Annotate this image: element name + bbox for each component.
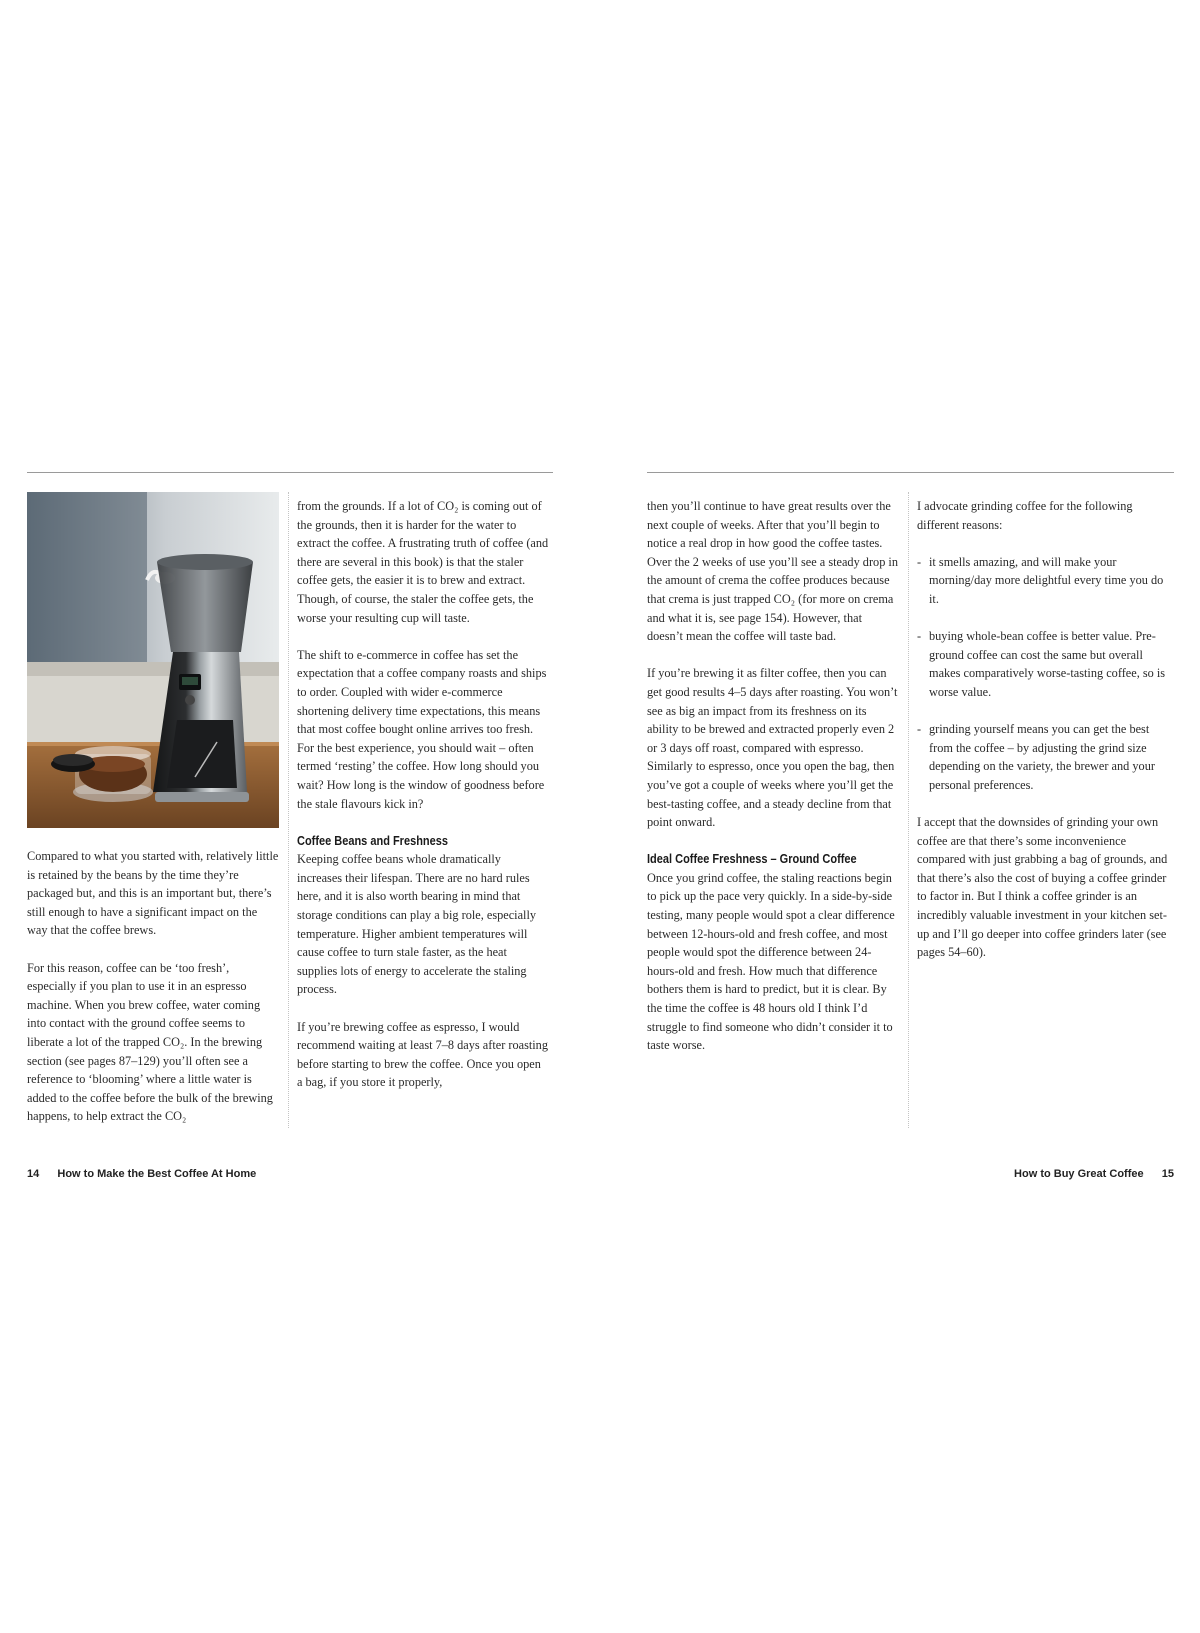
page-number: 15: [1161, 1168, 1174, 1180]
bullet-text: buying whole-bean coffee is better value. Pre-ground coffee can cost the same but overall makes comparatively worse-tasting coffee, so is worse value.: [929, 629, 1166, 699]
paragraph: If you’re brewing it as filter coffee, then you can get good results 4–5 days after roasting. You won’t see as big an impact from its freshness on its ability to be brewed and extracted properly even 2 or 3 days off roast, compared with espresso. Similarly to espresso, once you open the bag, then you’ve got a couple of weeks where you’ll get the best-tasting coffee, and a steady decline from that point onward.: [647, 666, 898, 830]
paragraph: For this reason, coffee can be ‘too fresh’, especially if you plan to use it in an espresso machine. When you brew coffee, water coming into contact with the ground coffee seems to liberate a lot of the trapped CO₂. In the brewing section (see pages 87–129) you’ll often see a reference to ‘blooming’ where a little water is added to the coffee before the bulk of the brewing happens, to help extract the CO₂: [27, 960, 273, 1124]
column-divider: [908, 492, 909, 1128]
bullet-dash: -: [917, 554, 922, 569]
bullet-text: it smells amazing, and will make your morning/day more delightful every time you do it.: [929, 554, 1164, 606]
book-title: How to Make the Best Coffee At Home: [57, 1168, 257, 1180]
paragraph: then you’ll continue to have great results over the next couple of weeks. After that you’ll begin to notice a real drop in how good the coffee tastes. Over the 2 weeks of use you’ll see a steady drop in the amount of crema the coffee produces because that crema is just trapped CO₂ (for more on crema and what it is, see page 154). However, that doesn’t mean the coffee will taste bad.: [647, 499, 898, 644]
paragraph: from the grounds. If a lot of CO₂ is coming out of the grounds, then it is harder for the water to extract the coffee. A frustrating truth of coffee (and there are several in this book) is that the staler coffee gets, the easier it is to brew and extract. Though, of course, the staler the coffee gets, the worse your resulting cup will taste.: [297, 499, 549, 625]
column-2: [297, 497, 549, 1092]
bullet-item: [917, 553, 1172, 609]
right-page-footer: [1014, 1168, 1174, 1180]
column-1: [27, 847, 279, 1126]
paragraph: I advocate grinding coffee for the following different reasons:: [917, 499, 1133, 532]
paragraph: Keeping coffee beans whole dramatically increases their lifespan. There are no hard rules here, and it is also worth bearing in mind that storage conditions can play a big role, especially temperature. Higher ambient temperatures will cause coffee to turn stale faster, as the heat supplies lots of energy to accelerate the staling process.: [297, 852, 537, 997]
section-heading: Ideal Coffee Freshness – Ground Coffee: [647, 852, 857, 867]
bullet-text: grinding yourself means you can get the best from the coffee – by adjusting the grind size depending on the variety, the brewer and your personal preferences.: [929, 722, 1155, 792]
coffee-grinder-photo: [27, 492, 279, 828]
paragraph: I accept that the downsides of grinding your own coffee are that there’s some inconvenience compared with just grabbing a bag of grounds, and that there’s also the cost of buying a coffee grinder to factor in. But I think a coffee grinder is an incredibly valuable investment in your kitchen set-up and I’ll go deeper into coffee grinders later (see pages 54–60).: [917, 815, 1168, 960]
bullet-item: [917, 720, 1172, 794]
bullet-item: [917, 627, 1172, 701]
chapter-title: How to Buy Great Coffee: [1014, 1168, 1144, 1180]
paragraph: Compared to what you started with, relatively little is retained by the beans by the time they’re packaged but, and this is an important but, there’s still enough to have a significant impact on the way that the coffee brews.: [27, 849, 279, 938]
bullet-dash: -: [917, 629, 922, 644]
bullet-dash: -: [917, 722, 922, 737]
page-number: 14: [27, 1168, 40, 1180]
paragraph: If you’re brewing coffee as espresso, I would recommend waiting at least 7–8 days after roasting before starting to brew the coffee. Once you open a bag, if you store it properly,: [297, 1019, 548, 1090]
right-page-top-rule: [647, 472, 1174, 473]
column-3: [647, 497, 899, 1055]
paragraph: Once you grind coffee, the staling reactions begin to pick up the pace very quickly. In a side-by-side testing, many people would spot a clear difference between 12-hours-old and fresh coffee, and most people would spot the difference between 24-hours-old and fresh. How much that difference bothers them is hard to predict, but it is clear. By the time the coffee is 48 hours old I think I’d struggle to find someone who didn’t consider it to taste worse.: [647, 870, 895, 1053]
column-divider: [288, 492, 289, 1128]
column-4: [917, 497, 1172, 962]
section-heading: Coffee Beans and Freshness: [297, 833, 449, 848]
paragraph: The shift to e-commerce in coffee has set the expectation that a coffee company roasts and ships to order. Coupled with wider e-commerce shortening delivery time expectations, this means that most coffee bought online arrives too fresh. For the best experience, you should wait – often termed ‘resting’ the coffee. How long should you wait? How long is the window of goodness before the stale flavours kick in?: [297, 647, 547, 811]
left-page-top-rule: [27, 472, 553, 473]
left-page-footer: [27, 1168, 256, 1180]
